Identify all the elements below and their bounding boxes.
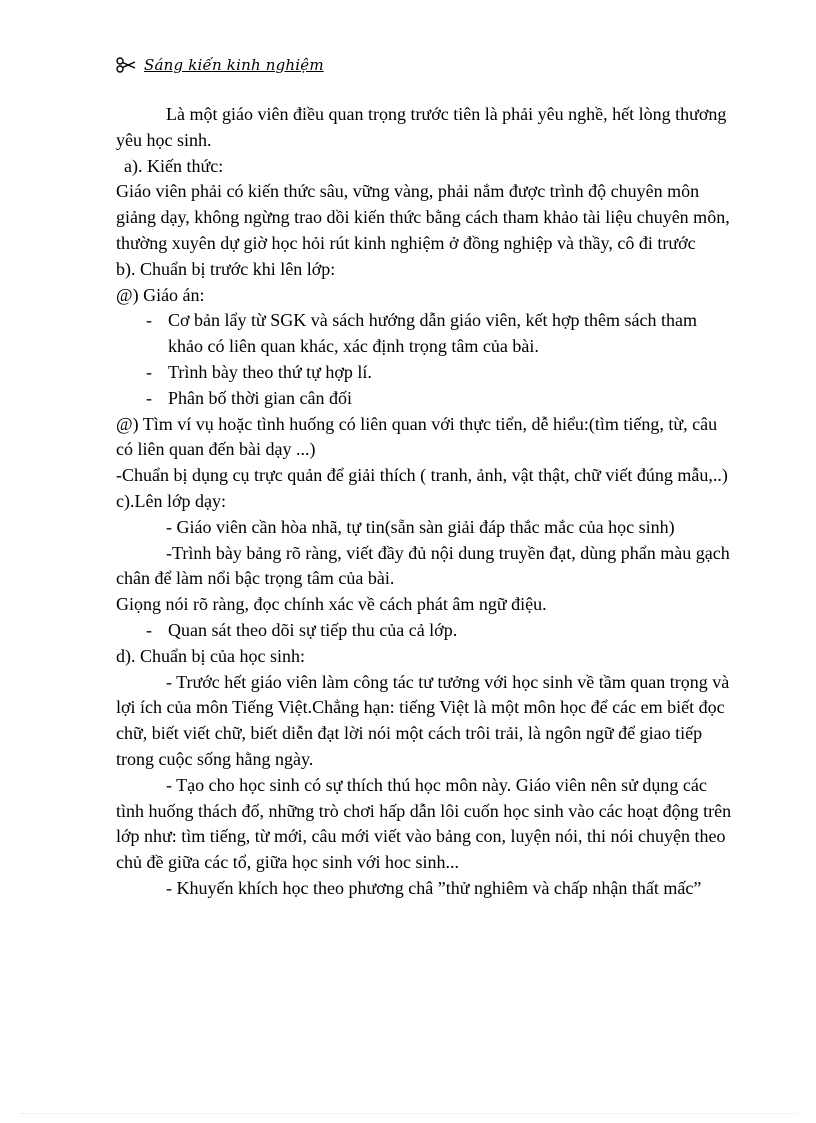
section-d-p2: - Tạo cho học sinh có sự thích thú học môn này. Giáo viên nên sử dụng các tình huống thách đố, những trò chơi hấp dẫn lôi cuốn học sinh vào các hoạt động trên lớp như: tìm tiếng, từ mới, câu mới viết vào bảng con, luyện nói, thi nói chuyện theo chủ đề giữa các tổ, giữa học sinh với hoc sinh... [116, 774, 732, 873]
header-title: Sáng kiến kinh nghiệm [144, 56, 324, 74]
list-item: - Phân bố thời gian cân đối [146, 387, 352, 408]
section-b-heading: b). Chuẩn bị trước khi lên lớp: [116, 258, 336, 279]
page-bottom-divider [20, 1113, 796, 1114]
section-a-text: Giáo viên phải có kiến thức sâu, vững vàng, phải nắm được trình độ chuyên môn giảng dạy, không ngừng trao dồi kiến thức bằng cách tham khảo tài liệu chuyên môn, thường xuyên dự giờ học hỏi rút kinh nghiệm ở đồng nghiệp và thầy, cô đi trước [116, 181, 730, 253]
section-c-p1: - Giáo viên cần hòa nhã, tự tin(sẵn sàn giải đáp thắc mắc của học sinh) [166, 516, 675, 537]
scissors-icon [116, 57, 136, 73]
intro-paragraph: Là một giáo viên điều quan trọng trước tiên là phải yêu nghề, hết lòng thương yêu học sinh. [116, 104, 727, 150]
document-body [116, 102, 736, 902]
section-b-lesson-plan: @) Giáo án: [116, 284, 205, 305]
section-d-p3: - Khuyến khích học theo phương châ ”thử nghiêm và chấp nhận thất mấc” [166, 877, 702, 898]
section-c-p2: -Trình bày bảng rõ ràng, viết đầy đủ nội dung truyền đạt, dùng phẩn màu gạch chân để làm nổi bậc trọng tâm của bài. [116, 542, 730, 589]
lesson-plan-list [116, 308, 736, 411]
section-d-p1: - Trước hết giáo viên làm công tác tư tưởng với học sinh về tầm quan trọng và lợi ích của môn Tiếng Việt.Chẳng hạn: tiếng Việt là một môn học để các em biết đọc chữ, biết viết chữ, biết diễn đạt lời nói một cách trôi trải, là ngôn ngữ để giao tiếp trong cuộc sống hằng ngày. [116, 671, 730, 769]
section-c-list [116, 618, 736, 644]
section-d-heading: d). Chuẩn bị của học sinh: [116, 645, 305, 666]
list-item: - Trình bày theo thứ tự hợp lí. [146, 361, 372, 382]
section-b-tools: -Chuẩn bị dụng cụ trực quản để giải thích ( tranh, ảnh, vật thật, chữ viết đúng mẫu,..) [116, 465, 728, 486]
section-b-examples: @) Tìm ví vụ hoặc tình huống có liên quan với thực tiển, dễ hiểu:(tìm tiếng, từ, câu có liên quan đến bài dạy ...) [116, 413, 718, 460]
list-item: - Cơ bản lẩy từ SGK và sách hướng dẫn giáo viên, kết hợp thêm sách tham khảo có liên quan khác, xác định trọng tâm của bài. [146, 310, 697, 357]
section-c-p3: Giọng nói rõ ràng, đọc chính xác về cách phát âm ngữ điệu. [116, 594, 547, 615]
list-item: - Quan sát theo dõi sự tiếp thu của cả lớp. [146, 619, 458, 640]
page-header [116, 56, 324, 74]
section-a-heading: a). Kiến thức: [124, 155, 224, 176]
section-c-heading: c).Lên lớp dạy: [116, 490, 226, 511]
